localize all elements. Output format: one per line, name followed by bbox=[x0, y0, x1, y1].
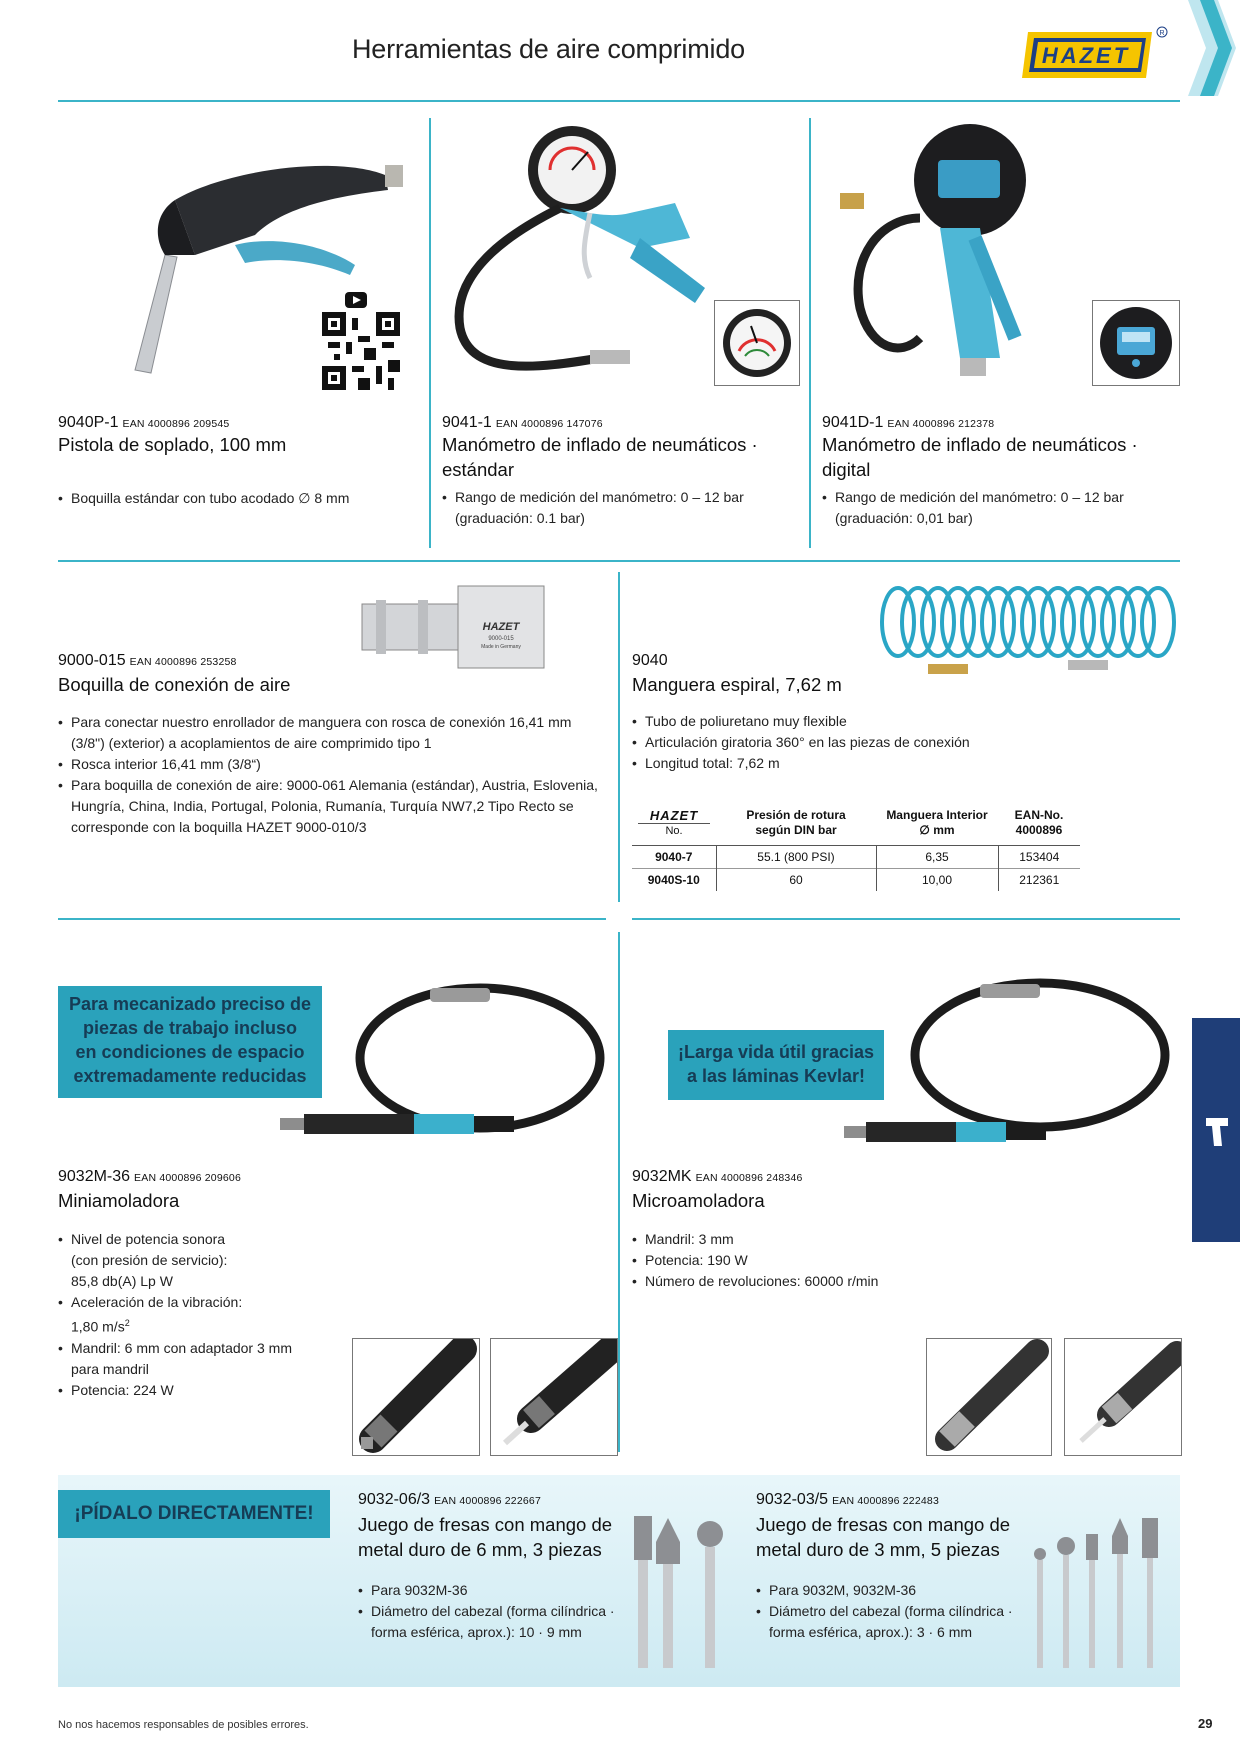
product-code: 9040 bbox=[632, 652, 668, 669]
product-name: Pistola de soplado, 100 mm bbox=[58, 434, 287, 455]
product-name-line1: Manómetro de inflado de neumáticos · bbox=[442, 434, 758, 455]
product-bullets: • Para 9032M-36 • Diámetro del cabezal (forma cilíndrica · forma esférica, aprox.): 10 · 9 mm bbox=[358, 1580, 648, 1643]
spec-table-header bbox=[632, 806, 1080, 846]
divider-top bbox=[58, 100, 1180, 102]
product-name: Microamoladora bbox=[632, 1190, 765, 1211]
air-tool-icon bbox=[1204, 1114, 1230, 1148]
col-hose-inner: Manguera Interior ∅ mm bbox=[886, 808, 988, 837]
product-bullets: • Tubo de poliuretano muy flexible • Articulación giratoria 360° en las piezas de conexión • Longitud total: 7,62 m bbox=[632, 711, 1172, 774]
grinder-with-bit-detail-image bbox=[490, 1338, 618, 1456]
product-name: Miniamoladora bbox=[58, 1190, 180, 1211]
product-code: 9032MK EAN 4000896 248346 bbox=[632, 1168, 803, 1185]
digital-tire-inflator-image bbox=[820, 118, 1080, 400]
nozzle-code-text: 9000-015 bbox=[488, 636, 514, 642]
col-burst-pressure: Presión de rotura según DIN bar bbox=[746, 808, 846, 837]
table-row: 9040S-10 60 10,00 212361 bbox=[632, 869, 1080, 892]
logo-text: HAZET bbox=[1041, 43, 1131, 68]
product-bullets: • Para 9032M, 9032M-36 • Diámetro del cabezal (forma cilíndrica · forma esférica, aprox.): 3 · 6 mm bbox=[756, 1580, 1046, 1643]
divider-v1 bbox=[429, 118, 431, 548]
corner-arrow-tab bbox=[1188, 0, 1240, 96]
product-code: 9032M-36 EAN 4000896 209606 bbox=[58, 1168, 241, 1185]
product-code: 9032-06/3 EAN 4000896 222667 bbox=[358, 1491, 542, 1508]
nozzle-brand-text: HAZET bbox=[482, 621, 520, 633]
micro-grinder-with-bit-detail-image bbox=[1064, 1338, 1182, 1456]
product-bullets: • Para conectar nuestro enrollador de manguera con rosca de conexión 16,41 mm (3/8") (exterior) a acoplamientos de aire comprimido tipo 1 • Rosca interior 16,41 mm (3/8“) • Para boquilla de conexión de aire: 9000-061 Alemania (estándar), Austria, Eslovenia, Hungría, China, India, Portugal, Polonia, Rumanía, Turquía NW7,2 Tipo Recto se corresponde con la boquilla HAZET 9000-010/3 bbox=[58, 712, 618, 838]
product-name-line2: estándar bbox=[442, 459, 514, 480]
carbide-burr-set-3mm-image bbox=[1026, 1510, 1166, 1672]
gauge-detail-image bbox=[714, 300, 800, 386]
footer-disclaimer: No nos hacemos responsables de posibles errores. bbox=[58, 1719, 309, 1731]
product-name-line2: metal duro de 3 mm, 5 piezas bbox=[756, 1539, 1000, 1560]
product-name-line1: Juego de fresas con mango de bbox=[358, 1514, 613, 1535]
carbide-burr-set-6mm-image bbox=[626, 1512, 736, 1672]
product-code: 9040P-1 EAN 4000896 209545 bbox=[58, 414, 230, 431]
product-code: 9032-03/5 EAN 4000896 222483 bbox=[756, 1491, 940, 1508]
divider-row2-left bbox=[58, 918, 606, 920]
spiral-hose-image bbox=[868, 580, 1180, 680]
product-name-line1: Manómetro de inflado de neumáticos · bbox=[822, 434, 1138, 455]
divider-row2-right bbox=[632, 918, 1180, 920]
table-row: 9040-7 55.1 (800 PSI) 6,35 153404 bbox=[632, 846, 1080, 869]
page-number: 29 bbox=[1198, 1716, 1213, 1731]
product-code: 9041-1 EAN 4000896 147076 bbox=[442, 414, 603, 431]
micro-grinder-detail-image bbox=[926, 1338, 1052, 1456]
svg-text:R: R bbox=[1159, 30, 1165, 37]
feature-callout: Para mecanizado preciso de piezas de trabajo incluso en condiciones de espacio extremadamente reducidas bbox=[58, 986, 322, 1098]
product-bullets: • Rango de medición del manómetro: 0 – 12 bar (graduación: 0.1 bar) bbox=[442, 487, 802, 529]
product-bullets: • Boquilla estándar con tubo acodado ∅ 8 mm bbox=[58, 488, 418, 509]
col-brand-no: HAZET No. bbox=[632, 806, 716, 846]
product-bullets: • Nivel de potencia sonora (con presión de servicio): 85,8 db(A) Lp W • Aceleración de la vibración: 1,80 $m/s^2$ • Mandril: 6 mm con adaptador 3 mm para mandril • Potencia: 224 W bbox=[58, 1229, 358, 1401]
table-brand: HAZET bbox=[649, 808, 699, 823]
product-code: 9000-015 EAN 4000896 253258 bbox=[58, 652, 237, 669]
category-side-tab[interactable] bbox=[1192, 1018, 1240, 1242]
air-connection-nozzle-image bbox=[358, 582, 548, 672]
feature-callout: ¡Larga vida útil gracias a las láminas Kevlar! bbox=[668, 1030, 884, 1100]
product-name-line1: Juego de fresas con mango de bbox=[756, 1514, 1011, 1535]
divider-v3 bbox=[618, 572, 620, 902]
qr-code-icon[interactable] bbox=[322, 312, 400, 390]
divider-v4 bbox=[618, 932, 620, 1452]
product-name: Manguera espiral, 7,62 m bbox=[632, 674, 842, 695]
youtube-play-icon bbox=[345, 292, 367, 308]
nozzle-origin-text: Made in Germany bbox=[481, 644, 521, 650]
product-code: 9041D-1 EAN 4000896 212378 bbox=[822, 414, 995, 431]
product-name-line2: metal duro de 6 mm, 3 piezas bbox=[358, 1539, 602, 1560]
product-bullets: • Mandril: 3 mm • Potencia: 190 W • Número de revoluciones: 60000 r/min bbox=[632, 1229, 1032, 1292]
digital-display-detail-image bbox=[1092, 300, 1180, 386]
order-directly-banner[interactable]: ¡PÍDALO DIRECTAMENTE! bbox=[58, 1490, 330, 1538]
product-bullets: • Rango de medición del manómetro: 0 – 12 bar (graduación: 0,01 bar) bbox=[822, 487, 1182, 529]
divider-row1 bbox=[58, 560, 1180, 562]
spec-table bbox=[632, 806, 1080, 891]
micro-grinder-image bbox=[840, 960, 1180, 1150]
page-title: Herramientas de aire comprimido bbox=[352, 34, 745, 64]
product-name-line2: digital bbox=[822, 459, 871, 480]
hazet-logo bbox=[1020, 26, 1170, 84]
product-name: Boquilla de conexión de aire bbox=[58, 674, 291, 695]
divider-v2 bbox=[809, 118, 811, 548]
mini-grinder-image bbox=[280, 968, 610, 1148]
col-ean: EAN-No. 4000896 bbox=[1014, 808, 1064, 837]
grinder-detail-image bbox=[352, 1338, 480, 1456]
